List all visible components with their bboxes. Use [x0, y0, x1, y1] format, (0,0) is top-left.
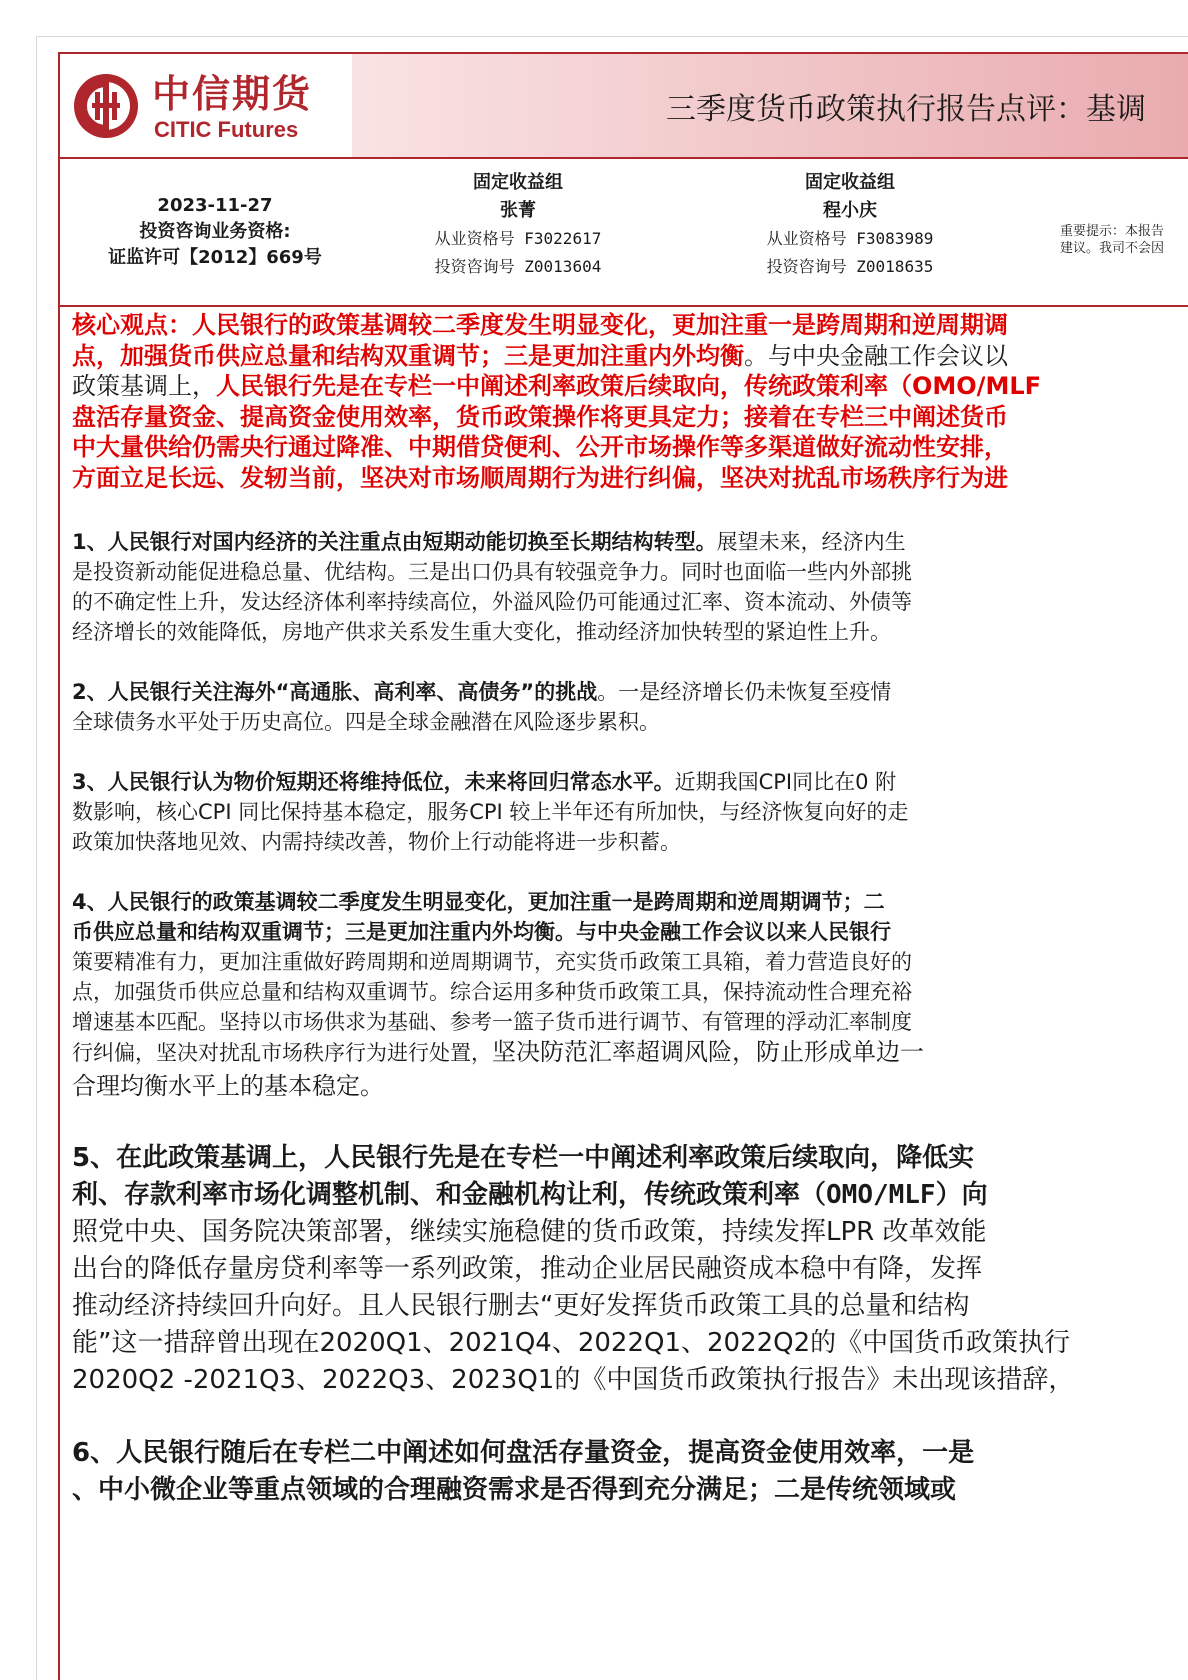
- paragraph-1: [72, 527, 1188, 647]
- text-line: 方面立足长远、发轫当前，坚决对市场顺周期行为进行纠偏，坚决对扰乱市场秩序行为进: [72, 463, 1008, 492]
- paragraph-4: [72, 887, 1188, 1104]
- text-line: [72, 767, 1188, 797]
- text-segment: 行纠偏，坚决对扰乱市场秩序行为进行处置，: [72, 1041, 492, 1065]
- report-frame: [58, 52, 1188, 1680]
- logo-chinese: 中信期货: [152, 71, 313, 116]
- text-segment: 3、人民银行认为物价短期还将维持低位，未来将回归常态水平。: [72, 770, 675, 794]
- text-segment: 。与中央金融工作会议以: [744, 341, 1008, 370]
- text-line: 经济增长的效能降低，房地产供求关系发生重大变化，推动经济加快转型的紧迫性上升。: [72, 620, 891, 644]
- text-segment: 政策基调上，: [72, 372, 216, 400]
- analyst-cert: 从业资格号 F3083989: [766, 229, 934, 248]
- report-title: 三季度货币政策执行报告点评：基调: [666, 92, 1146, 127]
- report-header: [60, 54, 1188, 159]
- citic-logo-icon: [72, 72, 140, 140]
- text-line: 点，加强货币供应总量和结构双重调节。综合运用多种货币政策工具，保持流动性合理充裕: [72, 980, 912, 1004]
- text-line: 是投资新动能促进稳总量、优结构。三是出口仍具有较强竞争力。同时也面临一些内外部挑: [72, 560, 912, 584]
- text-line: [72, 341, 1188, 372]
- paragraph-5: [72, 1140, 1188, 1399]
- text-segment: 近期我国CPI同比在0 附: [674, 770, 897, 794]
- paragraph-3: [72, 767, 1188, 857]
- report-date: 2023-11-27: [157, 195, 273, 216]
- text-line: 数影响，核心CPI 同比保持基本稳定，服务CPI 较上半年还有所加快，与经济恢复向好的走: [72, 800, 909, 824]
- text-segment: 利、存款利率市场化调整机制、和金融机构让利，传统政策利率（: [72, 1180, 827, 1210]
- text-line: [72, 677, 1188, 707]
- analyst-name: 张菁: [500, 200, 536, 221]
- text-line: [72, 527, 1188, 557]
- analyst-card: [735, 169, 965, 281]
- text-line: 中大量供给仍需央行通过降准、中期借贷便利、公开市场操作等多渠道做好流动性安排，: [72, 433, 1008, 461]
- text-line: 增速基本匹配。坚持以市场供求为基础、参考一篮子货币进行调节、有管理的浮动汇率制度: [72, 1010, 912, 1034]
- text-segment: 坚决防范汇率超调风险，防止形成单边一: [492, 1038, 924, 1066]
- text-segment: ）向: [935, 1180, 988, 1210]
- analyst-advisory: 投资咨询号 Z0018635: [766, 257, 934, 276]
- text-line: 策要精准有力，更加注重做好跨周期和逆周期调节，充实货币政策工具箱，着力营造良好的: [72, 950, 912, 974]
- text-line: 全球债务水平处于历史高位。四是全球金融潜在风险逐步累积。: [72, 710, 660, 734]
- analyst-advisory: 投资咨询号 Z0013604: [434, 257, 602, 276]
- analyst-name: 程小庆: [823, 200, 877, 221]
- license-number: 证监许可【2012】669号: [108, 247, 322, 268]
- text-segment: 展望未来，经济内生: [716, 530, 906, 554]
- logo: [60, 54, 352, 157]
- analyst-card: [403, 169, 633, 281]
- text-segment: OMO/MLF: [826, 1180, 936, 1210]
- text-line: [72, 371, 1188, 402]
- paragraph-2: [72, 677, 1188, 737]
- core-view-paragraph: [72, 310, 1188, 493]
- text-line: [72, 1177, 1188, 1214]
- text-line: 政策加快落地见效、内需持续改善，物价上行动能将进一步积蓄。: [72, 830, 681, 854]
- text-segment: 人民银行先是在专栏一中阐述利率政策后续取向，传统政策利率（OMO/MLF: [216, 372, 1042, 400]
- text-line: 盘活存量资金、提高资金使用效率，货币政策操作将更具定力；接着在专栏三中阐述货币: [72, 402, 1008, 431]
- logo-english: CITIC Futures: [154, 117, 299, 142]
- text-line: 照党中央、国务院决策部署，继续实施稳健的货币政策，持续发挥LPR 改革效能: [72, 1217, 987, 1247]
- text-line: 推动经济持续回升向好。且人民银行删去“更好发挥货币政策工具的总量和结构: [72, 1291, 970, 1321]
- notice-line: 重要提示：本报告: [1060, 224, 1165, 239]
- text-line: 2020Q2 -2021Q3、2022Q3、2023Q1的《中国货币政策执行报告》未出现该措辞，: [72, 1365, 1075, 1395]
- important-notice: [1060, 223, 1164, 257]
- text-line: 的不确定性上升，发达经济体利率持续高位，外溢风险仍可能通过汇率、资本流动、外债等: [72, 590, 912, 614]
- text-line: 、中小微企业等重点领域的合理融资需求是否得到充分满足；二是传统领域或: [72, 1475, 957, 1505]
- notice-line: 建议。我司不会因: [1060, 241, 1165, 256]
- text-segment: 2、人民银行关注海外“高通胀、高利率、高债务”的挑战: [72, 680, 598, 704]
- analyst-group: 固定收益组: [805, 172, 895, 193]
- text-segment: 。一是经济增长仍未恢复至疫情: [597, 680, 892, 704]
- report-body: [72, 310, 1188, 1509]
- text-line: 币供应总量和结构双重调节；三是更加注重内外均衡。与中央金融工作会议以来人民银行: [72, 920, 891, 944]
- qualification-label: 投资咨询业务资格:: [139, 221, 291, 242]
- text-line: 4、人民银行的政策基调较二季度发生明显变化，更加注重一是跨周期和逆周期调节；二: [72, 890, 885, 914]
- paragraph-6: [72, 1435, 1188, 1509]
- info-row: [60, 159, 1188, 307]
- text-segment: 点，加强货币供应总量和结构双重调节；三是更加注重内外均衡: [72, 341, 744, 370]
- text-line: 能”这一措辞曾出现在2020Q1、2021Q4、2022Q1、2022Q2的《中国货币政策执行: [72, 1328, 1071, 1358]
- text-line: [72, 1037, 1188, 1068]
- text-line: 合理均衡水平上的基本稳定。: [72, 1072, 384, 1100]
- text-segment: 1、人民银行对国内经济的关注重点由短期动能切换至长期结构转型。: [72, 530, 717, 554]
- text-line: 6、人民银行随后在专栏二中阐述如何盘活存量资金，提高资金使用效率，一是: [72, 1438, 975, 1468]
- date-license-block: [60, 193, 370, 271]
- analyst-group: 固定收益组: [473, 172, 563, 193]
- text-line: 出台的降低存量房贷利率等一系列政策，推动企业居民融资成本稳中有降，发挥: [72, 1254, 983, 1284]
- analyst-cert: 从业资格号 F3022617: [434, 229, 602, 248]
- text-line: 5、在此政策基调上，人民银行先是在专栏一中阐述利率政策后续取向，降低实: [72, 1143, 975, 1173]
- text-line: 核心观点：人民银行的政策基调较二季度发生明显变化，更加注重一是跨周期和逆周期调: [72, 311, 1008, 339]
